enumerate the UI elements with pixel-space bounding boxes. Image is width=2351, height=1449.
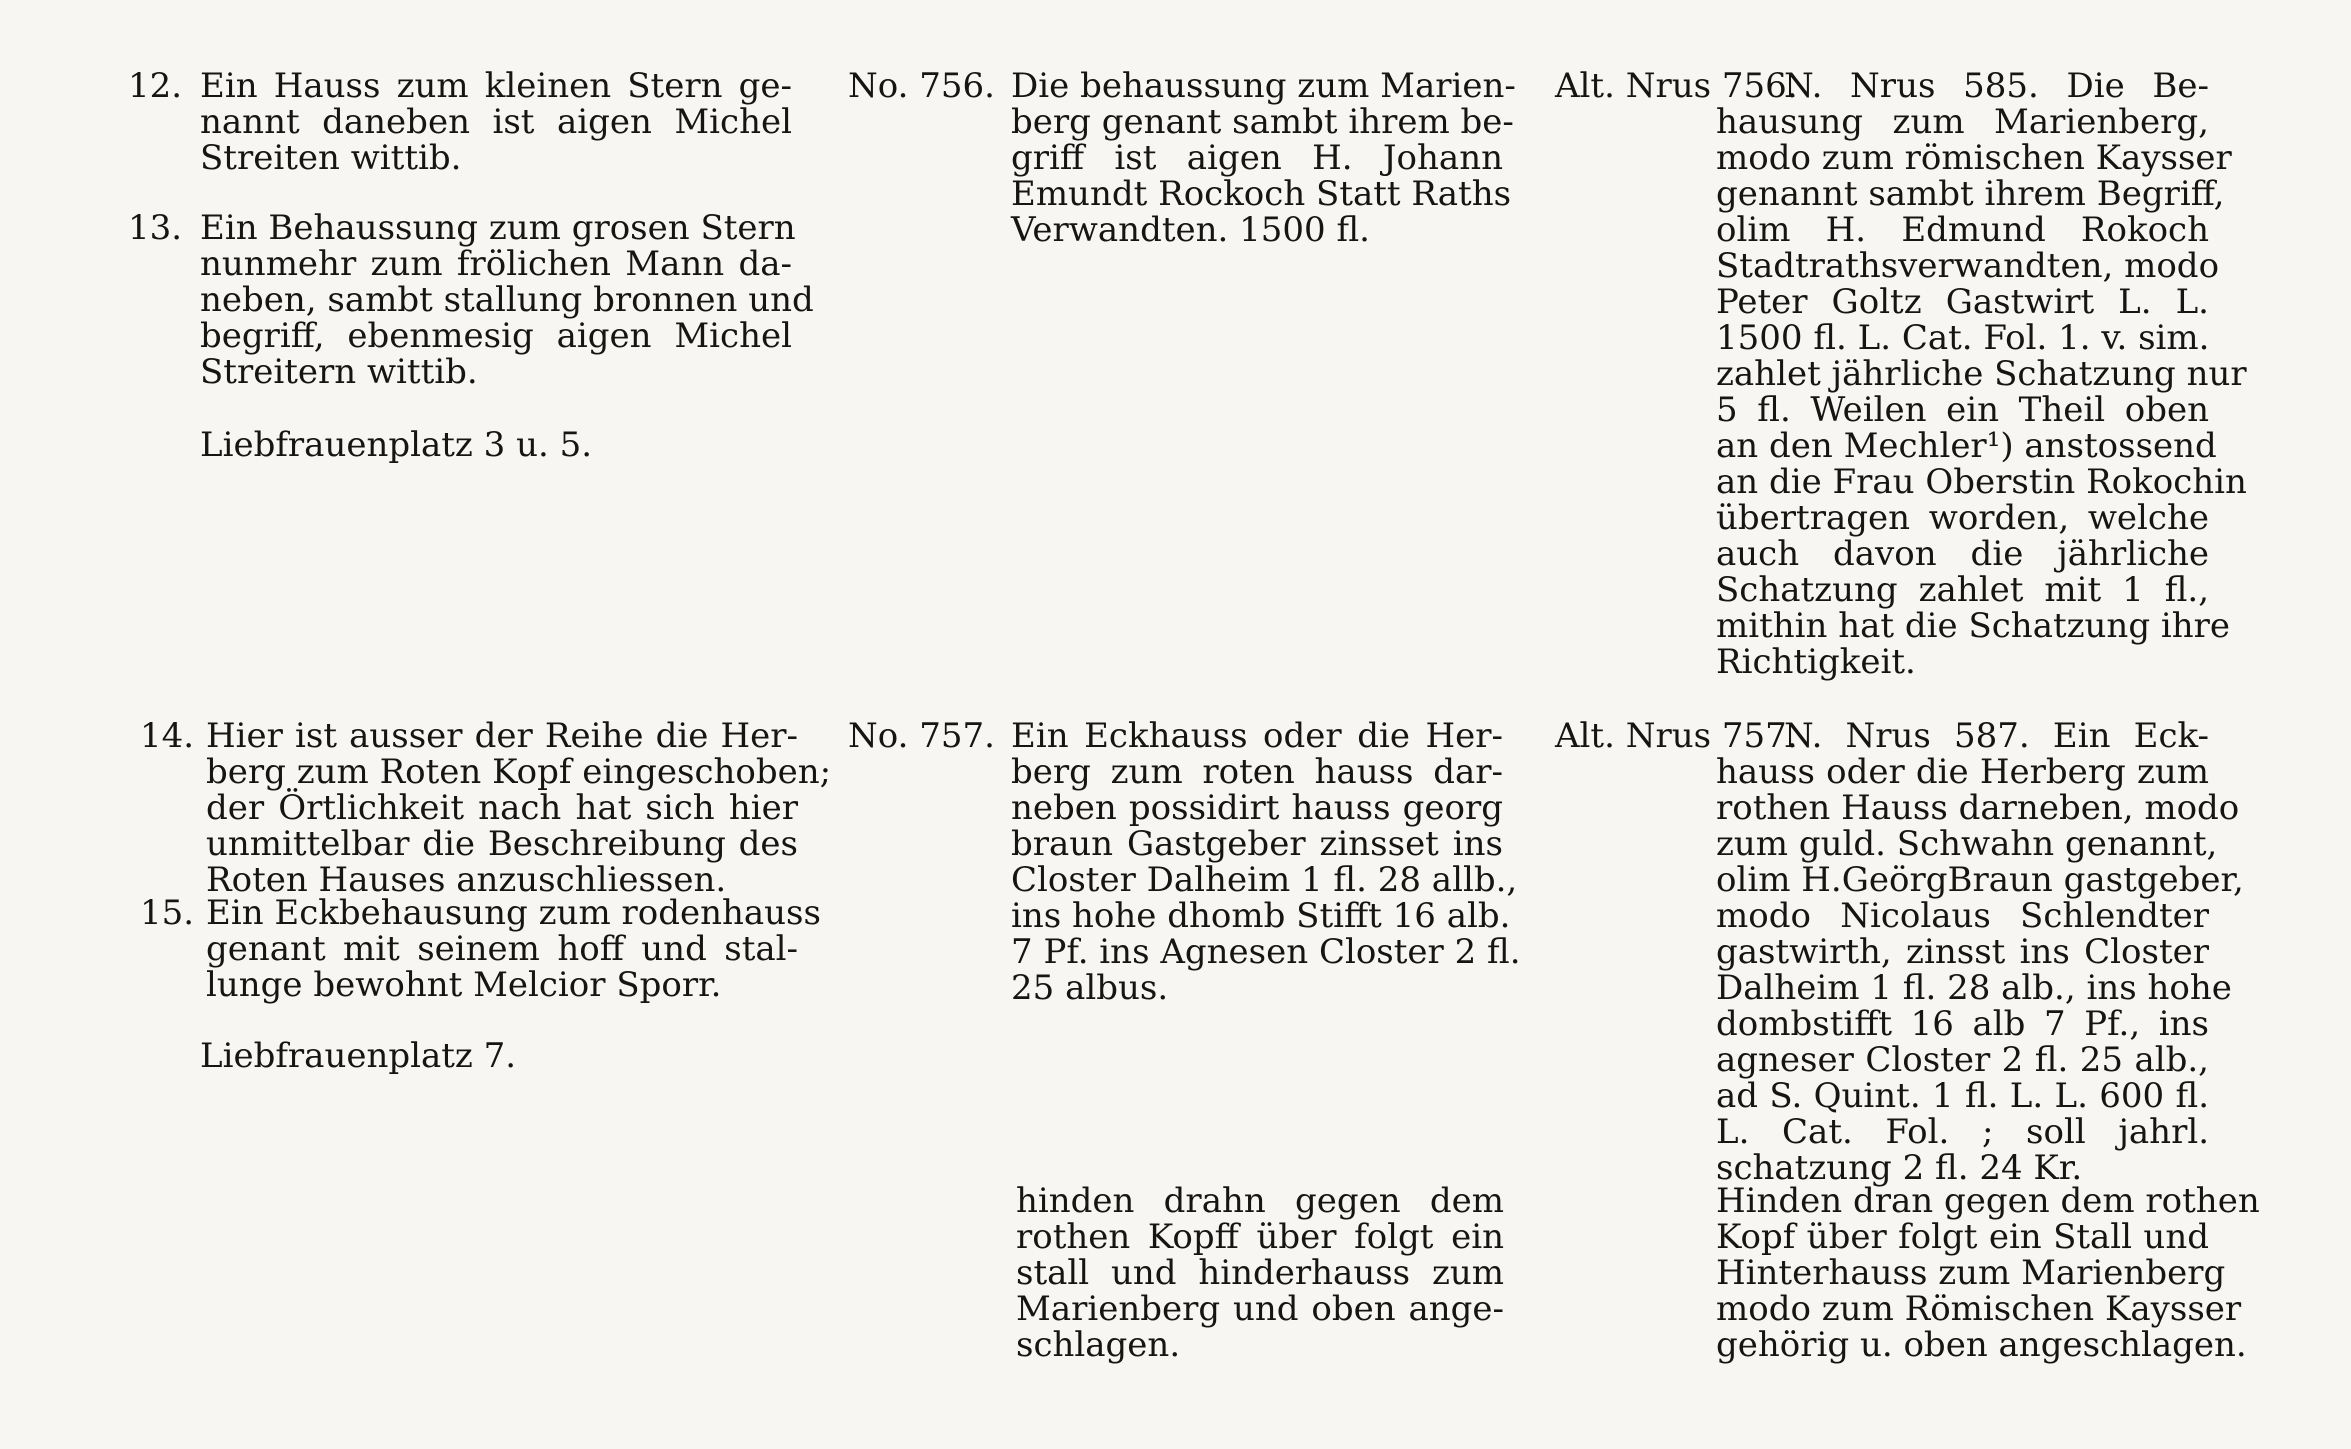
- entry-14-text: [206, 716, 832, 900]
- text-line: Ein Hauss zum kleinen Stern ge-: [200, 66, 792, 106]
- text-line: griff ist aigen H. Johann: [1011, 138, 1503, 178]
- text-line: ad S. Quint. 1 fl. L. L. 600 fl.: [1716, 1076, 2209, 1116]
- text-line: nunmehr zum frölichen Mann da-: [200, 244, 792, 284]
- text-line: Marienberg und oben ange-: [1016, 1289, 1504, 1329]
- text-line: Verwandten. 1500 fl.: [1011, 210, 1370, 250]
- text-line: Ein Eckhauss oder die Her-: [1011, 716, 1503, 756]
- text-line: Roten Hauses anzuschliessen.: [206, 860, 727, 900]
- text-line: auch davon die jährliche: [1716, 534, 2209, 574]
- text-line: berg genant sambt ihrem be-: [1011, 102, 1514, 142]
- entry-12-text: [200, 68, 792, 176]
- entry-13-text: [200, 208, 814, 392]
- text-line: mithin hat die Schatzung ihre: [1716, 606, 2231, 646]
- entry-757-marker: Alt. Nrus 757.: [1555, 716, 1798, 756]
- text-line: gastwirth, zinsst ins Closter: [1716, 932, 2209, 972]
- section-heading: Liebfrauenplatz 3 u. 5.: [200, 425, 593, 465]
- text-line: zum guld. Schwahn genannt,: [1716, 824, 2218, 864]
- text-line: rothen Hauss darneben, modo: [1716, 788, 2240, 828]
- text-line: hauss oder die Herberg zum: [1716, 752, 2209, 792]
- text-line: schlagen.: [1016, 1325, 1181, 1365]
- text-line: an die Frau Oberstin Rokochin: [1716, 462, 2247, 502]
- text-line: unmittelbar die Beschreibung des: [206, 824, 798, 864]
- text-line: Hier ist ausser der Reihe die Her-: [206, 716, 798, 756]
- entry-757-text: [1011, 716, 1521, 1008]
- entry-757-first-line: [1784, 718, 2209, 754]
- text-line: Richtigkeit.: [1716, 642, 1916, 682]
- text-line: hausung zum Marienberg,: [1716, 102, 2209, 142]
- text-line: Hinterhauss zum Marienberg: [1716, 1253, 2226, 1293]
- entry-12-number: 12.: [128, 66, 183, 106]
- text-line: N. Nrus 585. Die Be-: [1784, 66, 2209, 106]
- section-heading: Liebfrauenplatz 7.: [200, 1036, 517, 1076]
- text-line: 25 albus.: [1011, 968, 1169, 1008]
- continuation-text: [1716, 1181, 2260, 1365]
- text-line: hinden drahn gegen dem: [1016, 1181, 1504, 1221]
- text-line: modo Nicolaus Schlendter: [1716, 896, 2209, 936]
- text-line: Emundt Rockoch Statt Raths: [1011, 174, 1512, 214]
- text-line: der Örtlichkeit nach hat sich hier: [206, 788, 798, 828]
- text-line: neben possidirt hauss georg: [1011, 788, 1503, 828]
- text-line: olim H. Edmund Rokoch: [1716, 210, 2209, 250]
- entry-15-text: [206, 893, 821, 1005]
- text-line: N. Nrus 587. Ein Eck-: [1784, 716, 2209, 756]
- text-line: lunge bewohnt Melcior Sporr.: [206, 965, 722, 1005]
- text-line: rothen Kopff über folgt ein: [1016, 1217, 1504, 1257]
- text-line: an den Mechler¹) anstossend: [1716, 426, 2217, 466]
- text-line: Stadtrathsverwandten, modo: [1716, 246, 2220, 286]
- text-line: Kopf über folgt ein Stall und: [1716, 1217, 2209, 1257]
- text-line: stall und hinderhauss zum: [1016, 1253, 1504, 1293]
- text-line: neben, sambt stallung bronnen und: [200, 280, 814, 320]
- text-line: übertragen worden, welche: [1716, 498, 2209, 538]
- entry-15-number: 15.: [140, 893, 195, 933]
- text-line: genannt sambt ihrem Begriff,: [1716, 174, 2225, 214]
- text-line: Dalheim 1 fl. 28 alb., ins hohe: [1716, 968, 2232, 1008]
- entry-757-number: No. 757.: [848, 716, 995, 756]
- text-line: braun Gastgeber zinsset ins: [1011, 824, 1503, 864]
- text-line: agneser Closter 2 fl. 25 alb.,: [1716, 1040, 2209, 1080]
- entry-756-first-line: [1784, 68, 2209, 104]
- text-line: Ein Behaussung zum grosen Stern: [200, 208, 796, 248]
- continuation-text: [1016, 1183, 1504, 1363]
- text-line: begriff, ebenmesig aigen Michel: [200, 316, 792, 356]
- text-line: Hinden dran gegen dem rothen: [1716, 1181, 2260, 1221]
- entry-14-number: 14.: [140, 716, 195, 756]
- text-line: ins hohe dhomb Stifft 16 alb.: [1011, 896, 1511, 936]
- text-line: dombstifft 16 alb 7 Pf., ins: [1716, 1004, 2209, 1044]
- entry-757-text: [1716, 752, 2244, 1188]
- text-line: Peter Goltz Gastwirt L. L.: [1716, 282, 2209, 322]
- text-line: Closter Dalheim 1 fl. 28 allb.,: [1011, 860, 1518, 900]
- entry-756-marker: Alt. Nrus 756.: [1555, 66, 1798, 106]
- text-line: Schatzung zahlet mit 1 fl.,: [1716, 570, 2209, 610]
- text-line: schatzung 2 fl. 24 Kr.: [1716, 1148, 2083, 1188]
- text-line: 1500 fl. L. Cat. Fol. 1. v. sim.: [1716, 318, 2210, 358]
- text-line: gehörig u. oben angeschlagen.: [1716, 1325, 2247, 1365]
- text-line: berg zum roten hauss dar-: [1011, 752, 1503, 792]
- text-line: genant mit seinem hoff und stal-: [206, 929, 798, 969]
- text-line: Die behaussung zum Marien-: [1011, 66, 1516, 106]
- text-line: nannt daneben ist aigen Michel: [200, 102, 792, 142]
- entry-756-text: [1716, 102, 2247, 682]
- entry-756-text: [1011, 66, 1516, 250]
- entry-13-number: 13.: [128, 208, 183, 248]
- text-line: berg zum Roten Kopf eingeschoben;: [206, 752, 832, 792]
- text-line: Ein Eckbehausung zum rodenhauss: [206, 893, 821, 933]
- text-line: modo zum Römischen Kaysser: [1716, 1289, 2242, 1329]
- text-line: L. Cat. Fol. ; soll jahrl.: [1716, 1112, 2209, 1152]
- text-line: 5 fl. Weilen ein Theil oben: [1716, 390, 2209, 430]
- text-line: Streiten wittib.: [200, 138, 462, 178]
- text-line: modo zum römischen Kaysser: [1716, 138, 2232, 178]
- text-line: Streitern wittib.: [200, 352, 478, 392]
- entry-756-number: No. 756.: [848, 66, 995, 106]
- text-line: 7 Pf. ins Agnesen Closter 2 fl.: [1011, 932, 1521, 972]
- text-line: olim H.GeörgBraun gastgeber,: [1716, 860, 2244, 900]
- text-line: zahlet jährliche Schatzung nur: [1716, 354, 2247, 394]
